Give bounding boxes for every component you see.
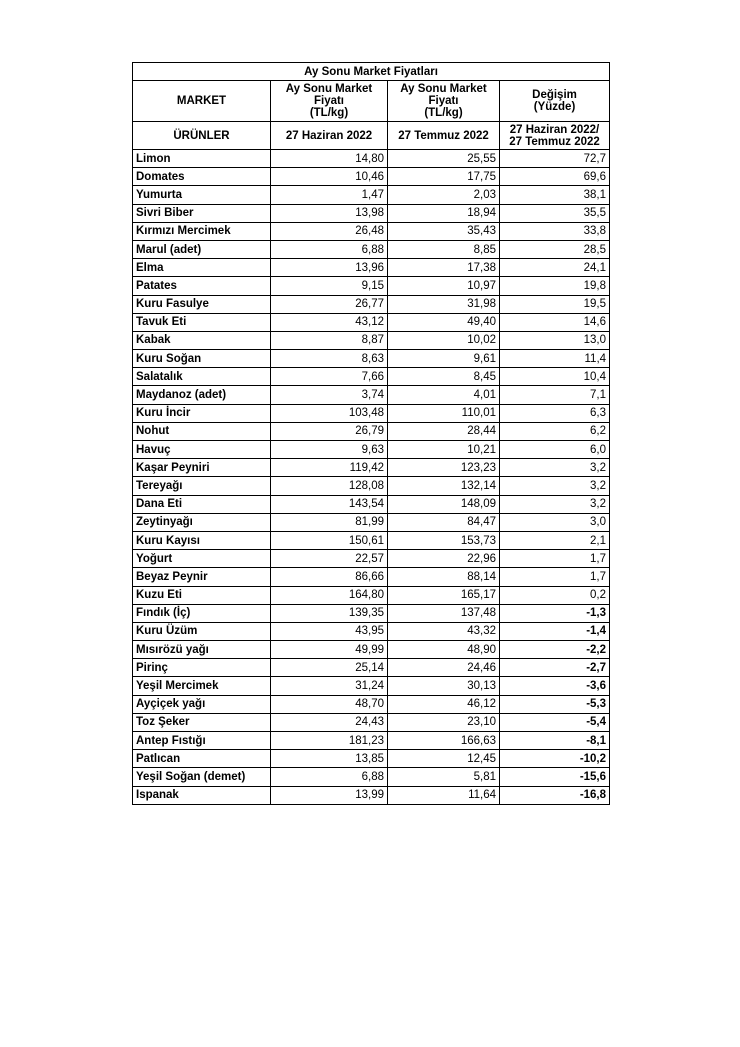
july-price-cell: 148,09: [388, 495, 500, 513]
change-cell: 6,2: [500, 422, 610, 440]
table-row: [133, 313, 610, 331]
product-name-cell: Kuru Üzüm: [133, 622, 271, 640]
header-june-price: [271, 81, 388, 122]
june-price-cell: 26,79: [271, 422, 388, 440]
change-cell: 33,8: [500, 222, 610, 240]
change-cell: 3,2: [500, 459, 610, 477]
june-price-cell: 9,63: [271, 441, 388, 459]
july-price-cell: 166,63: [388, 732, 500, 750]
july-price-cell: 24,46: [388, 659, 500, 677]
change-cell: -8,1: [500, 732, 610, 750]
change-cell: 1,7: [500, 568, 610, 586]
product-name-cell: Sivri Biber: [133, 204, 271, 222]
table-row: [133, 732, 610, 750]
july-price-cell: 10,02: [388, 331, 500, 349]
table-row: [133, 641, 610, 659]
change-cell: -2,7: [500, 659, 610, 677]
product-name-cell: Kuru Fasulye: [133, 295, 271, 313]
june-price-cell: 49,99: [271, 641, 388, 659]
july-price-cell: 28,44: [388, 422, 500, 440]
june-price-cell: 9,15: [271, 277, 388, 295]
header-market: MARKET: [133, 81, 271, 122]
july-price-cell: 25,55: [388, 150, 500, 168]
product-name-cell: Fındık (İç): [133, 604, 271, 622]
product-name-cell: Pirinç: [133, 659, 271, 677]
change-cell: 69,6: [500, 168, 610, 186]
june-price-cell: 81,99: [271, 513, 388, 531]
change-cell: 11,4: [500, 350, 610, 368]
table-title: Ay Sonu Market Fiyatları: [133, 63, 610, 81]
table-row: [133, 150, 610, 168]
table-row: [133, 277, 610, 295]
july-price-cell: 10,97: [388, 277, 500, 295]
july-price-cell: 43,32: [388, 622, 500, 640]
header-change: [500, 81, 610, 122]
july-price-cell: 88,14: [388, 568, 500, 586]
product-name-cell: Mısırözü yağı: [133, 641, 271, 659]
table-row: [133, 768, 610, 786]
june-price-cell: 8,63: [271, 350, 388, 368]
product-name-cell: Tavuk Eti: [133, 313, 271, 331]
june-price-cell: 86,66: [271, 568, 388, 586]
change-cell: 6,3: [500, 404, 610, 422]
change-cell: -1,4: [500, 622, 610, 640]
table-row: [133, 350, 610, 368]
header-line: (Yüzde): [533, 101, 576, 113]
july-price-cell: 48,90: [388, 641, 500, 659]
subheader-july-date: 27 Temmuz 2022: [388, 122, 500, 150]
change-cell: 19,8: [500, 277, 610, 295]
change-cell: -5,4: [500, 713, 610, 731]
table-row: [133, 604, 610, 622]
product-name-cell: Beyaz Peynir: [133, 568, 271, 586]
header-line: Fiyatı: [313, 95, 345, 107]
product-name-cell: Zeytinyağı: [133, 513, 271, 531]
table-row: [133, 550, 610, 568]
table-row: [133, 750, 610, 768]
change-cell: -15,6: [500, 768, 610, 786]
subheader-line: 27 Temmuz 2022: [509, 135, 600, 148]
product-name-cell: Kaşar Peyniri: [133, 459, 271, 477]
product-name-cell: Maydanoz (adet): [133, 386, 271, 404]
header-line: Fiyatı: [428, 95, 459, 107]
june-price-cell: 3,74: [271, 386, 388, 404]
product-name-cell: Domates: [133, 168, 271, 186]
july-price-cell: 2,03: [388, 186, 500, 204]
change-cell: 3,0: [500, 513, 610, 531]
product-name-cell: Yoğurt: [133, 550, 271, 568]
product-name-cell: Yumurta: [133, 186, 271, 204]
june-price-cell: 143,54: [271, 495, 388, 513]
june-price-cell: 48,70: [271, 695, 388, 713]
change-cell: 3,2: [500, 477, 610, 495]
table-row: [133, 368, 610, 386]
july-price-cell: 31,98: [388, 295, 500, 313]
june-price-cell: 119,42: [271, 459, 388, 477]
july-price-cell: 5,81: [388, 768, 500, 786]
table-row: [133, 459, 610, 477]
product-name-cell: Kuru Soğan: [133, 350, 271, 368]
july-price-cell: 18,94: [388, 204, 500, 222]
subheader-products: ÜRÜNLER: [133, 122, 271, 150]
table-row: [133, 331, 610, 349]
table-row: [133, 204, 610, 222]
table-row: [133, 295, 610, 313]
june-price-cell: 139,35: [271, 604, 388, 622]
title-row: [133, 63, 610, 81]
change-cell: 1,7: [500, 550, 610, 568]
june-price-cell: 7,66: [271, 368, 388, 386]
change-cell: 13,0: [500, 331, 610, 349]
change-cell: -2,2: [500, 641, 610, 659]
change-cell: 28,5: [500, 240, 610, 258]
july-price-cell: 110,01: [388, 404, 500, 422]
table-body: [133, 63, 610, 805]
change-cell: 24,1: [500, 259, 610, 277]
table-row: [133, 386, 610, 404]
subheader-change-period: [500, 122, 610, 150]
june-price-cell: 10,46: [271, 168, 388, 186]
product-name-cell: Tereyağı: [133, 477, 271, 495]
product-name-cell: Yeşil Soğan (demet): [133, 768, 271, 786]
june-price-cell: 22,57: [271, 550, 388, 568]
june-price-cell: 26,48: [271, 222, 388, 240]
table-row: [133, 713, 610, 731]
header-line: (TL/kg): [424, 107, 463, 119]
change-cell: -10,2: [500, 750, 610, 768]
change-cell: 10,4: [500, 368, 610, 386]
table-row: [133, 659, 610, 677]
table-row: [133, 222, 610, 240]
july-price-cell: 4,01: [388, 386, 500, 404]
table-row: [133, 622, 610, 640]
july-price-cell: 23,10: [388, 713, 500, 731]
june-price-cell: 24,43: [271, 713, 388, 731]
product-name-cell: Toz Şeker: [133, 713, 271, 731]
product-name-cell: Patlıcan: [133, 750, 271, 768]
table-row: [133, 404, 610, 422]
table-row: [133, 240, 610, 258]
july-price-cell: 132,14: [388, 477, 500, 495]
product-name-cell: Patates: [133, 277, 271, 295]
june-price-cell: 13,85: [271, 750, 388, 768]
product-name-cell: Ispanak: [133, 786, 271, 804]
june-price-cell: 43,12: [271, 313, 388, 331]
change-cell: -1,3: [500, 604, 610, 622]
product-name-cell: Dana Eti: [133, 495, 271, 513]
subheader-line: 27 Haziran 2022/: [509, 123, 600, 136]
june-price-cell: 43,95: [271, 622, 388, 640]
change-cell: 35,5: [500, 204, 610, 222]
header-line: Ay Sonu Market: [285, 83, 373, 95]
table-row: [133, 168, 610, 186]
june-price-cell: 181,23: [271, 732, 388, 750]
june-price-cell: 14,80: [271, 150, 388, 168]
change-cell: 0,2: [500, 586, 610, 604]
july-price-cell: 10,21: [388, 441, 500, 459]
july-price-cell: 165,17: [388, 586, 500, 604]
june-price-cell: 25,14: [271, 659, 388, 677]
june-price-cell: 103,48: [271, 404, 388, 422]
table-row: [133, 677, 610, 695]
product-name-cell: Kırmızı Mercimek: [133, 222, 271, 240]
table-row: [133, 513, 610, 531]
june-price-cell: 8,87: [271, 331, 388, 349]
product-name-cell: Kabak: [133, 331, 271, 349]
product-name-cell: Elma: [133, 259, 271, 277]
june-price-cell: 26,77: [271, 295, 388, 313]
july-price-cell: 84,47: [388, 513, 500, 531]
change-cell: -16,8: [500, 786, 610, 804]
header-line: Ay Sonu Market: [400, 83, 487, 95]
june-price-cell: 6,88: [271, 240, 388, 258]
header-row: [133, 81, 610, 122]
price-table: [132, 62, 610, 805]
june-price-cell: 6,88: [271, 768, 388, 786]
july-price-cell: 35,43: [388, 222, 500, 240]
july-price-cell: 9,61: [388, 350, 500, 368]
table-row: [133, 786, 610, 804]
change-cell: 38,1: [500, 186, 610, 204]
june-price-cell: 13,98: [271, 204, 388, 222]
product-name-cell: Marul (adet): [133, 240, 271, 258]
june-price-cell: 1,47: [271, 186, 388, 204]
july-price-cell: 12,45: [388, 750, 500, 768]
table-row: [133, 422, 610, 440]
table-row: [133, 531, 610, 549]
june-price-cell: 31,24: [271, 677, 388, 695]
july-price-cell: 137,48: [388, 604, 500, 622]
product-name-cell: Nohut: [133, 422, 271, 440]
july-price-cell: 17,75: [388, 168, 500, 186]
change-cell: 2,1: [500, 531, 610, 549]
july-price-cell: 30,13: [388, 677, 500, 695]
change-cell: 19,5: [500, 295, 610, 313]
subheader-june-date: 27 Haziran 2022: [271, 122, 388, 150]
change-cell: 72,7: [500, 150, 610, 168]
july-price-cell: 17,38: [388, 259, 500, 277]
header-july-price: [388, 81, 500, 122]
july-price-cell: 49,40: [388, 313, 500, 331]
product-name-cell: Salatalık: [133, 368, 271, 386]
july-price-cell: 123,23: [388, 459, 500, 477]
june-price-cell: 13,99: [271, 786, 388, 804]
table-row: [133, 477, 610, 495]
change-cell: -5,3: [500, 695, 610, 713]
july-price-cell: 8,85: [388, 240, 500, 258]
july-price-cell: 8,45: [388, 368, 500, 386]
june-price-cell: 150,61: [271, 531, 388, 549]
july-price-cell: 11,64: [388, 786, 500, 804]
product-name-cell: Antep Fıstığı: [133, 732, 271, 750]
header-line: Değişim: [532, 89, 577, 101]
table-row: [133, 495, 610, 513]
june-price-cell: 128,08: [271, 477, 388, 495]
change-cell: 3,2: [500, 495, 610, 513]
june-price-cell: 13,96: [271, 259, 388, 277]
table-row: [133, 568, 610, 586]
june-price-cell: 164,80: [271, 586, 388, 604]
table-row: [133, 441, 610, 459]
change-cell: 6,0: [500, 441, 610, 459]
date-row: [133, 122, 610, 150]
product-name-cell: Yeşil Mercimek: [133, 677, 271, 695]
product-name-cell: Kuzu Eti: [133, 586, 271, 604]
table-row: [133, 259, 610, 277]
change-cell: 14,6: [500, 313, 610, 331]
july-price-cell: 153,73: [388, 531, 500, 549]
table-row: [133, 695, 610, 713]
table-row: [133, 586, 610, 604]
product-name-cell: Havuç: [133, 441, 271, 459]
product-name-cell: Limon: [133, 150, 271, 168]
header-line: (TL/kg): [309, 107, 349, 119]
product-name-cell: Ayçiçek yağı: [133, 695, 271, 713]
product-name-cell: Kuru İncir: [133, 404, 271, 422]
change-cell: -3,6: [500, 677, 610, 695]
july-price-cell: 46,12: [388, 695, 500, 713]
product-name-cell: Kuru Kayısı: [133, 531, 271, 549]
change-cell: 7,1: [500, 386, 610, 404]
table-row: [133, 186, 610, 204]
july-price-cell: 22,96: [388, 550, 500, 568]
